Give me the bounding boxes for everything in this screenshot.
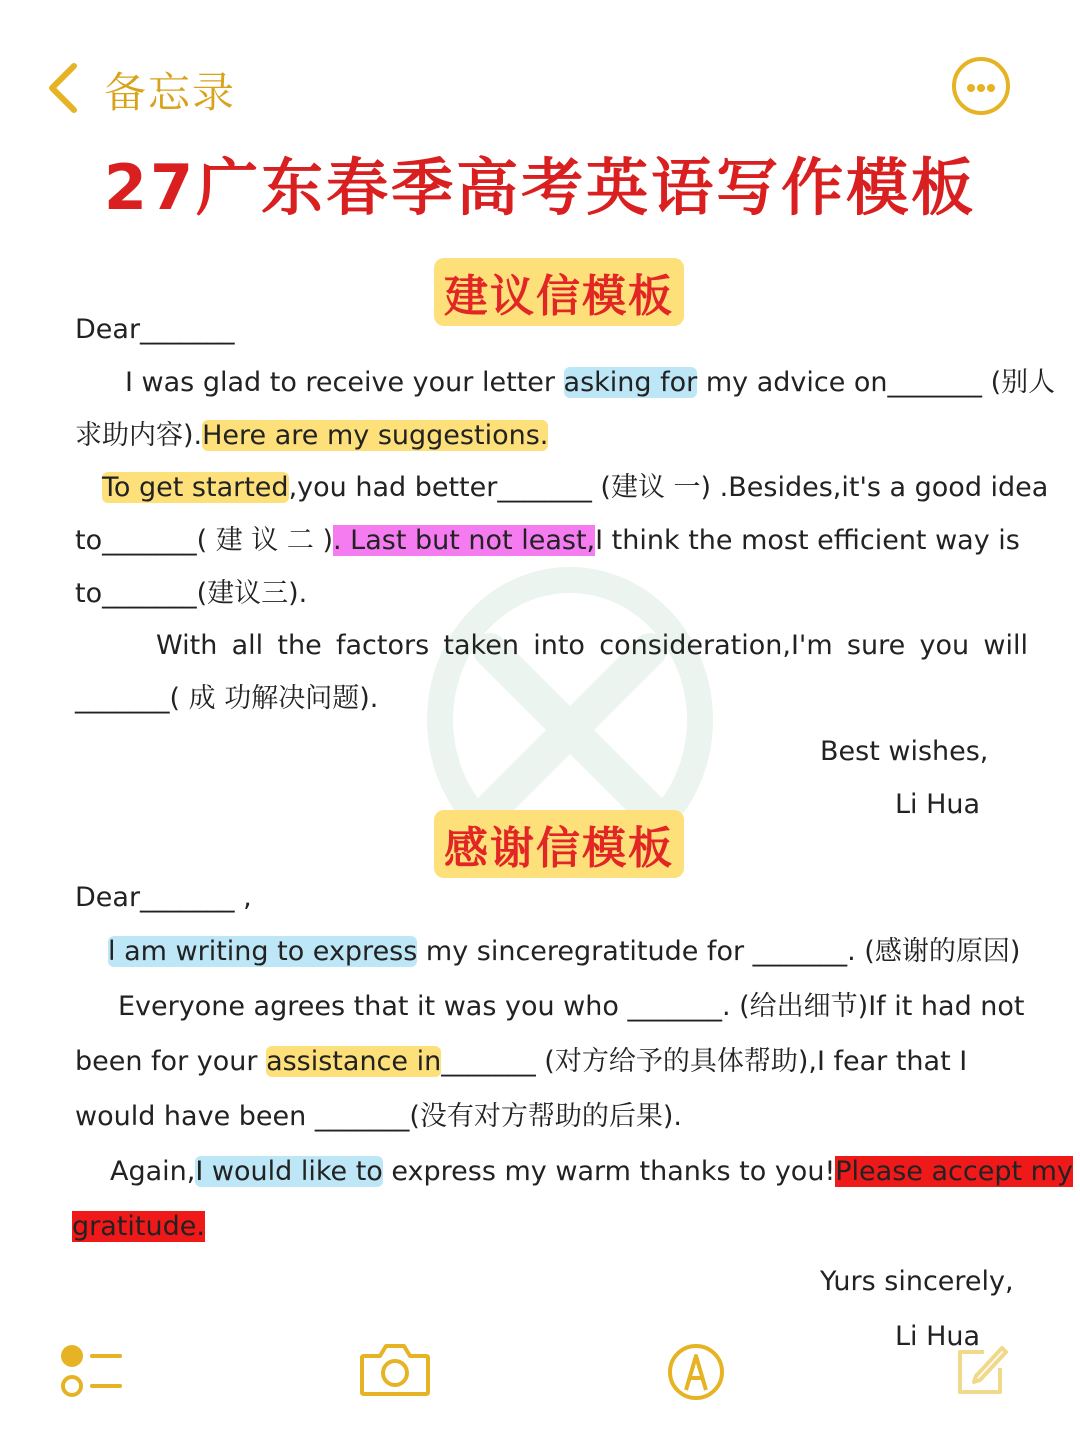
highlight-blue: l am writing to express [108, 936, 418, 967]
highlight-blue: I would like to [195, 1156, 383, 1187]
thanks-paragraph-line-5: Again,I would like to express my warm thanks to you!Please accept my [110, 1156, 1073, 1187]
highlight-red: Please accept my [835, 1156, 1073, 1187]
advice-salutation: Dear_______ [75, 314, 235, 345]
thanks-paragraph-line-4: would have been _______(没有对方帮助的后果). [75, 1101, 682, 1132]
advice-paragraph-line-5: to_______(建议三). [75, 578, 308, 609]
highlight-blue: asking for [563, 367, 698, 398]
advice-paragraph-line-4: to_______( 建 议 二 ). Last but not least,I think the most efficient way is [75, 525, 1020, 556]
thanks-paragraph-line-2: Everyone agrees that it was you who _______. (给出细节)If it had not [118, 991, 1025, 1022]
advice-paragraph-line-2: 求助内容).Here are my suggestions. [75, 420, 549, 451]
advice-closing: Best wishes, [820, 736, 989, 767]
more-icon-dot [977, 84, 985, 92]
more-icon-dot [967, 84, 975, 92]
more-icon-dot [987, 84, 995, 92]
markup-icon [666, 1342, 726, 1402]
advice-signature: Li Hua [895, 789, 981, 820]
page-title: 27广东春季高考英语写作模板 [103, 151, 977, 224]
camera-icon [358, 1340, 432, 1398]
advice-paragraph-line-6: With all the factors taken into consideration,I'm sure you will [156, 630, 1028, 661]
checklist-icon [58, 1340, 124, 1400]
back-button[interactable] [40, 58, 88, 118]
advice-paragraph-line-7: _______( 成 功解决问题). [75, 683, 379, 714]
highlight-yellow: assistance in [266, 1046, 442, 1077]
thanks-signature: Li Hua [895, 1321, 981, 1352]
thanks-paragraph-line-1: l am writing to express my sinceregratitude for _______. (感谢的原因) [108, 936, 1021, 967]
markup-button[interactable] [666, 1342, 726, 1402]
highlight-pink: . Last but not least, [333, 525, 596, 556]
checklist-button[interactable] [58, 1340, 124, 1400]
thanks-salutation: Dear_______ , [75, 882, 252, 913]
section-heading-thanks-letter: 感谢信模板 [434, 810, 684, 878]
compose-button[interactable] [954, 1342, 1010, 1398]
thanks-paragraph-line-6 [72, 1209, 205, 1245]
more-options-button[interactable] [952, 57, 1010, 115]
thanks-paragraph-line-3: been for your assistance in_______ (对方给予的具体帮助),I fear that I [75, 1046, 968, 1077]
chevron-left-icon [40, 58, 88, 118]
thanks-closing: Yurs sincerely, [820, 1266, 1014, 1297]
highlight-red: gratitude. [72, 1211, 205, 1242]
camera-button[interactable] [358, 1340, 432, 1398]
compose-icon [954, 1342, 1010, 1398]
advice-paragraph-line-3: To get started,you had better_______ (建议 一) .Besides,it's a good idea [102, 472, 1049, 503]
highlight-yellow: Here are my suggestions. [202, 420, 549, 451]
advice-paragraph-line-1: I was glad to receive your letter asking for my advice on_______ (别人 [125, 367, 1056, 398]
back-label[interactable]: 备忘录 [104, 68, 237, 117]
highlight-yellow: To get started [102, 472, 289, 503]
section-heading-advice-letter: 建议信模板 [434, 258, 684, 326]
